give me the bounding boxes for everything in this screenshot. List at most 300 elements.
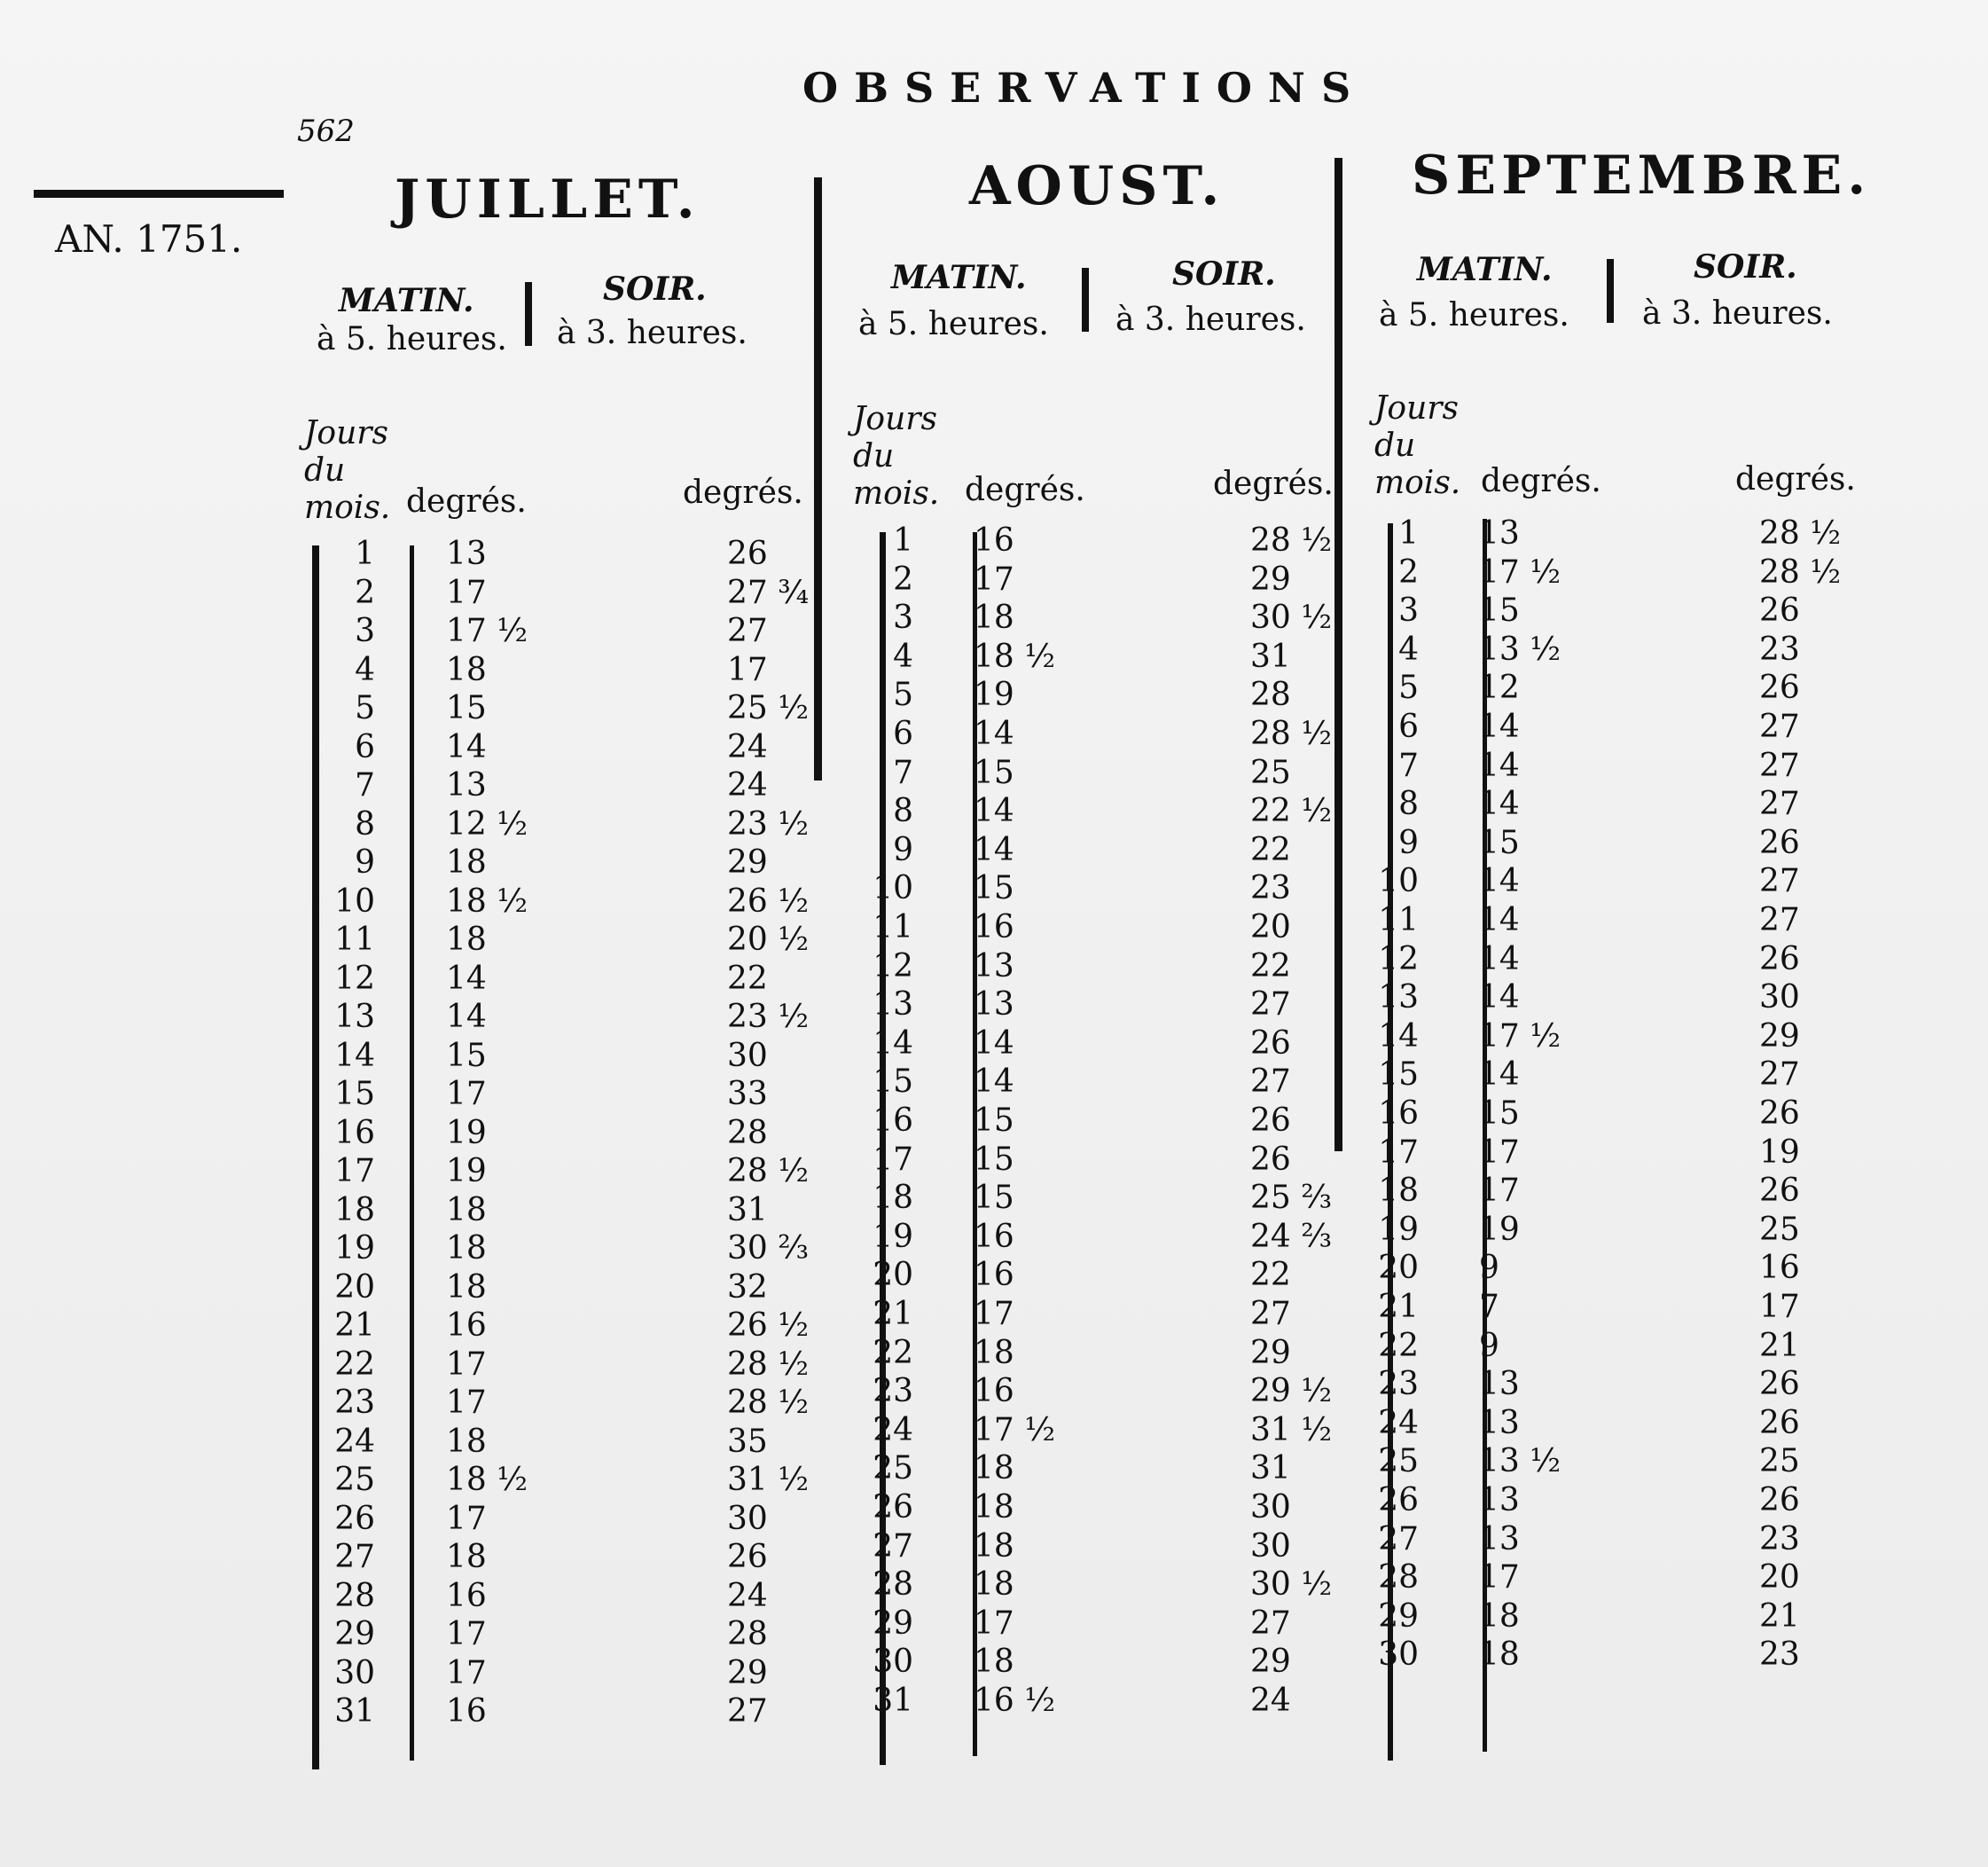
page-title: OBSERVATIONS: [802, 64, 1367, 112]
header-divider: [1082, 268, 1089, 332]
day-cell: 2: [893, 561, 913, 598]
matin-degree-cell: 14: [974, 716, 1014, 752]
month-title-septembre: SEPTEMBRE.: [1412, 145, 1872, 207]
soir-degree-cell: 25: [1759, 1443, 1800, 1480]
month-separator-rule: [1334, 158, 1342, 1151]
soir-degree-cell: 30: [1250, 1527, 1291, 1565]
day-cell: 2: [1398, 553, 1419, 591]
soir-degree-cell: 26: [1759, 940, 1800, 977]
soir-degree-cell: 26: [1250, 1024, 1291, 1062]
page-number: 562: [297, 114, 355, 149]
soir-degree-cell: 27: [727, 613, 768, 649]
soir-degree-cell: 28: [1250, 677, 1291, 714]
matin-degree-cell: 17 ½: [1479, 553, 1561, 591]
soir-degree-cell: 24: [1250, 1683, 1291, 1719]
soir-degree-cell: 31: [1250, 1450, 1291, 1487]
matin-degree-cell: 13: [1479, 1366, 1520, 1403]
soir-degree-cell: 26 ½: [727, 883, 810, 920]
soir-degree-cell: 30: [1250, 1489, 1291, 1526]
matin-degree-cell: 14: [974, 1063, 1014, 1101]
soir-degree-cell: 30 ½: [1250, 1566, 1333, 1604]
soir-degree-cell: 27: [1250, 1063, 1291, 1101]
matin-degree-cell: 15: [974, 1141, 1014, 1178]
matin-degree-cell: 19: [1479, 1211, 1520, 1248]
matin-degree-cell: 18: [446, 651, 487, 688]
matin-degree-cell: 13: [1479, 515, 1520, 552]
soir-degree-cell: 20: [1759, 1559, 1800, 1596]
matin-degree-cell: 18: [974, 1643, 1014, 1681]
day-cell: 3: [893, 600, 913, 637]
day-column-rule: [312, 545, 319, 1769]
soir-degree-cell: 28: [727, 1616, 768, 1652]
day-cell: 2: [355, 574, 375, 611]
soir-degree-cell: 22: [727, 960, 768, 997]
day-cell: 11: [873, 909, 913, 945]
matin-degree-cell: 16: [446, 1577, 487, 1614]
day-cell: 19: [1378, 1211, 1419, 1248]
day-cell: 7: [1398, 747, 1419, 784]
soir-degree-cell: 17: [1759, 1289, 1800, 1325]
day-cell: 17: [873, 1141, 913, 1178]
day-cell: 20: [873, 1257, 913, 1294]
day-cell: 24: [334, 1423, 375, 1460]
matin-degree-cell: 14: [446, 999, 487, 1035]
matin-degree-cell: 17: [446, 1345, 487, 1383]
matin-degree-cell: 17 ½: [446, 613, 528, 649]
day-cell: 10: [1378, 863, 1419, 900]
day-cell: 17: [1378, 1134, 1419, 1171]
matin-degree-cell: 12 ½: [446, 805, 528, 843]
soir-degree-cell: 26: [1759, 1366, 1800, 1403]
day-cell: 29: [334, 1616, 375, 1652]
matin-label-juillet: MATIN.: [339, 282, 474, 319]
day-cell: 7: [355, 767, 375, 804]
day-cell: 20: [334, 1268, 375, 1306]
day-cell: 1: [1398, 515, 1419, 552]
matin-degree-cell: 13: [446, 536, 487, 572]
day-cell: 5: [1398, 670, 1419, 707]
day-cell: 31: [873, 1683, 913, 1719]
day-cell: 6: [893, 716, 913, 752]
soir-label-septembre: SOIR.: [1694, 248, 1797, 286]
soir-label-juillet: SOIR.: [603, 271, 707, 308]
soir-degree-cell: 31 ½: [727, 1462, 810, 1498]
soir-degree-cell: 28 ½: [1759, 515, 1842, 552]
day-cell: 4: [893, 638, 913, 675]
day-cell: 25: [334, 1462, 375, 1498]
soir-degree-cell: 26: [1759, 824, 1800, 861]
soir-degree-cell: 27: [1759, 747, 1800, 784]
day-cell: 8: [355, 805, 375, 843]
month-separator-rule: [814, 177, 822, 781]
matin-degree-cell: 13: [974, 986, 1014, 1024]
day-cell: 27: [873, 1527, 913, 1565]
day-cell: 5: [893, 677, 913, 714]
soir-degree-cell: 26: [727, 1539, 768, 1575]
matin-degree-cell: 16: [446, 1307, 487, 1344]
matin-degree-cell: 16: [974, 1257, 1014, 1294]
day-cell: 9: [1398, 824, 1419, 861]
soir-degree-cell: 27: [1759, 1056, 1800, 1094]
matin-degree-cell: 17: [1479, 1559, 1520, 1596]
soir-degree-cell: 29: [727, 1654, 768, 1691]
soir-time-juillet: à 3. heures.: [557, 315, 747, 351]
soir-degree-cell: 25 ½: [727, 690, 810, 726]
soir-degree-cell: 23 ½: [727, 805, 810, 843]
day-cell: 21: [1378, 1289, 1419, 1325]
matin-degree-cell: 18: [446, 1191, 487, 1228]
matin-degree-cell: 18: [974, 1489, 1014, 1526]
soir-degree-cell: 17: [727, 651, 768, 688]
matin-label-septembre: MATIN.: [1417, 251, 1553, 288]
matin-degree-cell: 17: [974, 1604, 1014, 1642]
matin-degree-cell: 9: [1479, 1327, 1499, 1364]
soir-degree-cell: 28 ½: [1250, 522, 1333, 559]
day-cell: 16: [334, 1114, 375, 1151]
day-cell: 14: [334, 1037, 375, 1074]
matin-degree-cell: 15: [974, 1102, 1014, 1139]
soir-degree-cell: 25: [1759, 1211, 1800, 1248]
day-cell: 31: [334, 1693, 375, 1730]
header-divider: [525, 282, 532, 346]
matin-degree-cell: 18: [1479, 1597, 1520, 1635]
day-cell: 23: [873, 1373, 913, 1410]
soir-degree-cell: 26: [1250, 1102, 1291, 1139]
day-cell: 13: [334, 999, 375, 1035]
day-cell: 4: [1398, 631, 1419, 668]
matin-degree-cell: 15: [1479, 824, 1520, 861]
matin-degree-cell: 17: [446, 1654, 487, 1691]
matin-degree-cell: 16: [974, 1373, 1014, 1410]
soir-degree-cell: 20 ½: [727, 922, 810, 958]
day-cell: 26: [334, 1500, 375, 1537]
soir-degree-cell: 32: [727, 1268, 768, 1306]
day-cell: 18: [873, 1180, 913, 1217]
soir-degree-cell: 28 ½: [727, 1153, 810, 1189]
soir-degree-cell: 28 ½: [1759, 553, 1842, 591]
matin-degree-cell: 18 ½: [974, 638, 1056, 675]
matin-time-septembre: à 5. heures.: [1379, 297, 1569, 333]
soir-degree-cell: 27: [727, 1693, 768, 1730]
day-cell: 22: [1378, 1327, 1419, 1364]
soir-degree-cell: 27: [1250, 1604, 1291, 1642]
soir-degree-cell: 27: [1759, 709, 1800, 745]
matin-degree-cell: 18 ½: [446, 1462, 528, 1498]
soir-degree-cell: 23: [1759, 1520, 1800, 1557]
day-cell: 27: [1378, 1520, 1419, 1557]
day-cell: 22: [334, 1345, 375, 1383]
day-cell: 15: [873, 1063, 913, 1101]
matin-degree-cell: 18 ½: [446, 883, 528, 920]
soir-degree-cell: 29: [727, 844, 768, 881]
soir-degree-cell: 26: [1759, 1482, 1800, 1518]
day-cell: 10: [334, 883, 375, 920]
day-cell: 28: [873, 1566, 913, 1604]
day-cell: 30: [1378, 1636, 1419, 1674]
matin-degree-cell: 16: [446, 1693, 487, 1730]
soir-degree-cell: 25: [1250, 754, 1291, 791]
matin-degree-cell: 19: [446, 1153, 487, 1189]
soir-degree-cell: 26: [1250, 1141, 1291, 1178]
matin-degree-cell: 14: [1479, 940, 1520, 977]
soir-degree-cell: 26: [1759, 1404, 1800, 1441]
jours-header-aoust: Jours du mois.: [853, 401, 940, 512]
day-cell: 18: [1378, 1173, 1419, 1210]
matin-degree-cell: 13: [1479, 1520, 1520, 1557]
matin-degree-cell: 17: [1479, 1134, 1520, 1171]
degres-header-matin-septembre: degrés.: [1481, 463, 1601, 499]
day-cell: 10: [873, 870, 913, 907]
day-cell: 3: [1398, 592, 1419, 630]
matin-degree-cell: 18: [974, 1450, 1014, 1487]
soir-time-septembre: à 3. heures.: [1642, 295, 1833, 332]
month-title-juillet: JUILLET.: [395, 169, 700, 231]
matin-degree-cell: 17: [446, 1385, 487, 1421]
matin-degree-cell: 13: [1479, 1482, 1520, 1518]
soir-degree-cell: 28: [727, 1114, 768, 1151]
soir-degree-cell: 23: [1759, 631, 1800, 668]
day-cell: 6: [355, 728, 375, 765]
soir-degree-cell: 27: [1759, 902, 1800, 938]
soir-degree-cell: 25 ⅔: [1250, 1180, 1333, 1217]
matin-time-aoust: à 5. heures.: [858, 306, 1049, 342]
degres-header-matin-aoust: degrés.: [965, 472, 1085, 508]
matin-degree-cell: 15: [1479, 1095, 1520, 1132]
soir-degree-cell: 27: [1250, 1296, 1291, 1332]
soir-degree-cell: 33: [727, 1076, 768, 1112]
soir-degree-cell: 26: [1759, 670, 1800, 707]
matin-degree-cell: 14: [974, 793, 1014, 830]
matin-degree-cell: 18: [446, 1423, 487, 1460]
day-cell: 15: [1378, 1056, 1419, 1094]
soir-degree-cell: 29: [1250, 1643, 1291, 1681]
degres-header-soir-juillet: degrés.: [683, 475, 803, 511]
soir-degree-cell: 23: [1250, 870, 1291, 907]
matin-degree-cell: 16: [974, 909, 1014, 945]
soir-degree-cell: 30: [727, 1500, 768, 1537]
matin-degree-cell: 14: [1479, 1056, 1520, 1094]
soir-degree-cell: 27: [1250, 986, 1291, 1024]
soir-degree-cell: 24 ⅔: [1250, 1218, 1333, 1255]
matin-degree-cell: 14: [1479, 709, 1520, 745]
matin-degree-cell: 17: [446, 1076, 487, 1112]
degres-header-soir-aoust: degrés.: [1213, 466, 1334, 502]
degres-header-matin-juillet: degrés.: [406, 483, 527, 520]
day-cell: 20: [1378, 1250, 1419, 1287]
matin-degree-cell: 18: [446, 1268, 487, 1306]
matin-degree-cell: 17 ½: [974, 1411, 1056, 1448]
matin-degree-cell: 14: [1479, 747, 1520, 784]
matin-degree-cell: 14: [974, 1024, 1014, 1062]
day-cell: 16: [1378, 1095, 1419, 1132]
soir-degree-cell: 23 ½: [727, 999, 810, 1035]
matin-degree-cell: 15: [974, 1180, 1014, 1217]
day-cell: 27: [334, 1539, 375, 1575]
soir-degree-cell: 28 ½: [727, 1345, 810, 1383]
soir-degree-cell: 24: [727, 728, 768, 765]
day-cell: 9: [355, 844, 375, 881]
matin-degree-cell: 14: [446, 728, 487, 765]
soir-degree-cell: 21: [1759, 1597, 1800, 1635]
matin-degree-cell: 18: [446, 844, 487, 881]
day-cell: 26: [1378, 1482, 1419, 1518]
soir-degree-cell: 26: [727, 536, 768, 572]
matin-degree-cell: 18: [974, 1334, 1014, 1371]
matin-degree-cell: 13 ½: [1479, 631, 1561, 668]
soir-degree-cell: 26 ½: [727, 1307, 810, 1344]
matin-degree-cell: 13: [1479, 1404, 1520, 1441]
matin-degree-cell: 17: [446, 1616, 487, 1652]
day-cell: 30: [873, 1643, 913, 1681]
soir-degree-cell: 26: [1759, 1173, 1800, 1210]
soir-degree-cell: 22: [1250, 831, 1291, 868]
matin-degree-cell: 18: [974, 1527, 1014, 1565]
matin-degree-cell: 18: [446, 922, 487, 958]
day-cell: 12: [873, 947, 913, 984]
matin-degree-cell: 15: [1479, 592, 1520, 630]
matin-degree-cell: 18: [446, 1539, 487, 1575]
matin-degree-cell: 18: [1479, 1636, 1520, 1674]
day-cell: 19: [334, 1230, 375, 1267]
matin-degree-cell: 17: [446, 1500, 487, 1537]
jours-header-juillet: Jours du mois.: [304, 415, 391, 526]
day-cell: 26: [873, 1489, 913, 1526]
top-rule: [34, 190, 284, 198]
header-divider: [1607, 259, 1614, 323]
matin-degree-cell: 16 ½: [974, 1683, 1056, 1719]
day-cell: 14: [1378, 1017, 1419, 1055]
matin-label-aoust: MATIN.: [891, 259, 1027, 296]
day-cell: 21: [334, 1307, 375, 1344]
soir-degree-cell: 22 ½: [1250, 793, 1333, 830]
day-cell: 17: [334, 1153, 375, 1189]
day-cell: 23: [334, 1385, 375, 1421]
soir-degree-cell: 22: [1250, 1257, 1291, 1294]
matin-degree-cell: 14: [1479, 902, 1520, 938]
soir-degree-cell: 27: [1759, 786, 1800, 823]
matin-degree-cell: 14: [1479, 863, 1520, 900]
day-cell: 24: [1378, 1404, 1419, 1441]
day-cell: 12: [334, 960, 375, 997]
soir-degree-cell: 29: [1250, 561, 1291, 598]
day-cell: 5: [355, 690, 375, 726]
soir-degree-cell: 30 ⅔: [727, 1230, 810, 1267]
matin-degree-cell: 7: [1479, 1289, 1499, 1325]
day-cell: 1: [893, 522, 913, 559]
matin-degree-cell: 17: [974, 561, 1014, 598]
matin-degree-cell: 14: [974, 831, 1014, 868]
day-cell: 25: [873, 1450, 913, 1487]
day-cell: 21: [873, 1296, 913, 1332]
matin-degree-cell: 14: [446, 960, 487, 997]
soir-degree-cell: 31: [727, 1191, 768, 1228]
soir-degree-cell: 24: [727, 767, 768, 804]
soir-degree-cell: 29: [1759, 1017, 1800, 1055]
soir-degree-cell: 29 ½: [1250, 1373, 1333, 1410]
matin-degree-cell: 19: [446, 1114, 487, 1151]
day-cell: 29: [873, 1604, 913, 1642]
matin-degree-cell: 13 ½: [1479, 1443, 1561, 1480]
soir-degree-cell: 30 ½: [1250, 600, 1333, 637]
day-cell: 24: [873, 1411, 913, 1448]
soir-label-aoust: SOIR.: [1172, 255, 1276, 293]
soir-degree-cell: 21: [1759, 1327, 1800, 1364]
day-cell: 3: [355, 613, 375, 649]
soir-degree-cell: 30: [1759, 979, 1800, 1016]
day-cell: 28: [334, 1577, 375, 1614]
matin-degree-cell: 9: [1479, 1250, 1499, 1287]
soir-degree-cell: 28 ½: [727, 1385, 810, 1421]
matin-degree-cell: 13: [446, 767, 487, 804]
soir-degree-cell: 27: [1759, 863, 1800, 900]
day-cell: 8: [1398, 786, 1419, 823]
year-label: AN. 1751.: [55, 217, 243, 261]
matin-degree-cell: 17: [1479, 1173, 1520, 1210]
soir-degree-cell: 27 ¾: [727, 574, 810, 611]
day-cell: 11: [1378, 902, 1419, 938]
day-cell: 28: [1378, 1559, 1419, 1596]
month-title-aoust: AOUST.: [969, 155, 1225, 217]
day-cell: 6: [1398, 709, 1419, 745]
soir-degree-cell: 29: [1250, 1334, 1291, 1371]
day-cell: 19: [873, 1218, 913, 1255]
matin-degree-cell: 17: [446, 574, 487, 611]
soir-degree-cell: 31 ½: [1250, 1411, 1333, 1448]
soir-degree-cell: 24: [727, 1577, 768, 1614]
matin-degree-cell: 18: [974, 1566, 1014, 1604]
matin-degree-cell: 12: [1479, 670, 1520, 707]
day-cell: 29: [1378, 1597, 1419, 1635]
matin-degree-cell: 15: [974, 870, 1014, 907]
soir-degree-cell: 19: [1759, 1134, 1800, 1171]
day-cell: 12: [1378, 940, 1419, 977]
matin-degree-cell: 16: [974, 1218, 1014, 1255]
matin-degree-cell: 17 ½: [1479, 1017, 1561, 1055]
soir-degree-cell: 26: [1759, 592, 1800, 630]
day-cell: 22: [873, 1334, 913, 1371]
matin-degree-cell: 15: [446, 690, 487, 726]
matin-degree-cell: 18: [974, 600, 1014, 637]
soir-degree-cell: 26: [1759, 1095, 1800, 1132]
matin-degree-cell: 14: [1479, 786, 1520, 823]
soir-degree-cell: 31: [1250, 638, 1291, 675]
day-cell: 13: [873, 986, 913, 1024]
jours-header-septembre: Jours du mois.: [1374, 390, 1461, 501]
day-cell: 18: [334, 1191, 375, 1228]
matin-degree-cell: 19: [974, 677, 1014, 714]
day-cell: 1: [355, 536, 375, 572]
soir-time-aoust: à 3. heures.: [1115, 302, 1306, 338]
matin-degree-cell: 16: [974, 522, 1014, 559]
day-cell: 4: [355, 651, 375, 688]
matin-degree-cell: 18: [446, 1230, 487, 1267]
matin-degree-cell: 17: [974, 1296, 1014, 1332]
degres-header-soir-septembre: degrés.: [1735, 461, 1856, 498]
soir-degree-cell: 30: [727, 1037, 768, 1074]
day-cell: 11: [334, 922, 375, 958]
day-cell: 8: [893, 793, 913, 830]
day-cell: 30: [334, 1654, 375, 1691]
soir-degree-cell: 28 ½: [1250, 716, 1333, 752]
day-cell: 16: [873, 1102, 913, 1139]
soir-degree-cell: 16: [1759, 1250, 1800, 1287]
matin-degree-cell: 14: [1479, 979, 1520, 1016]
soir-degree-cell: 20: [1250, 909, 1291, 945]
day-cell: 25: [1378, 1443, 1419, 1480]
day-cell: 23: [1378, 1366, 1419, 1403]
day-cell: 7: [893, 754, 913, 791]
day-cell: 15: [334, 1076, 375, 1112]
